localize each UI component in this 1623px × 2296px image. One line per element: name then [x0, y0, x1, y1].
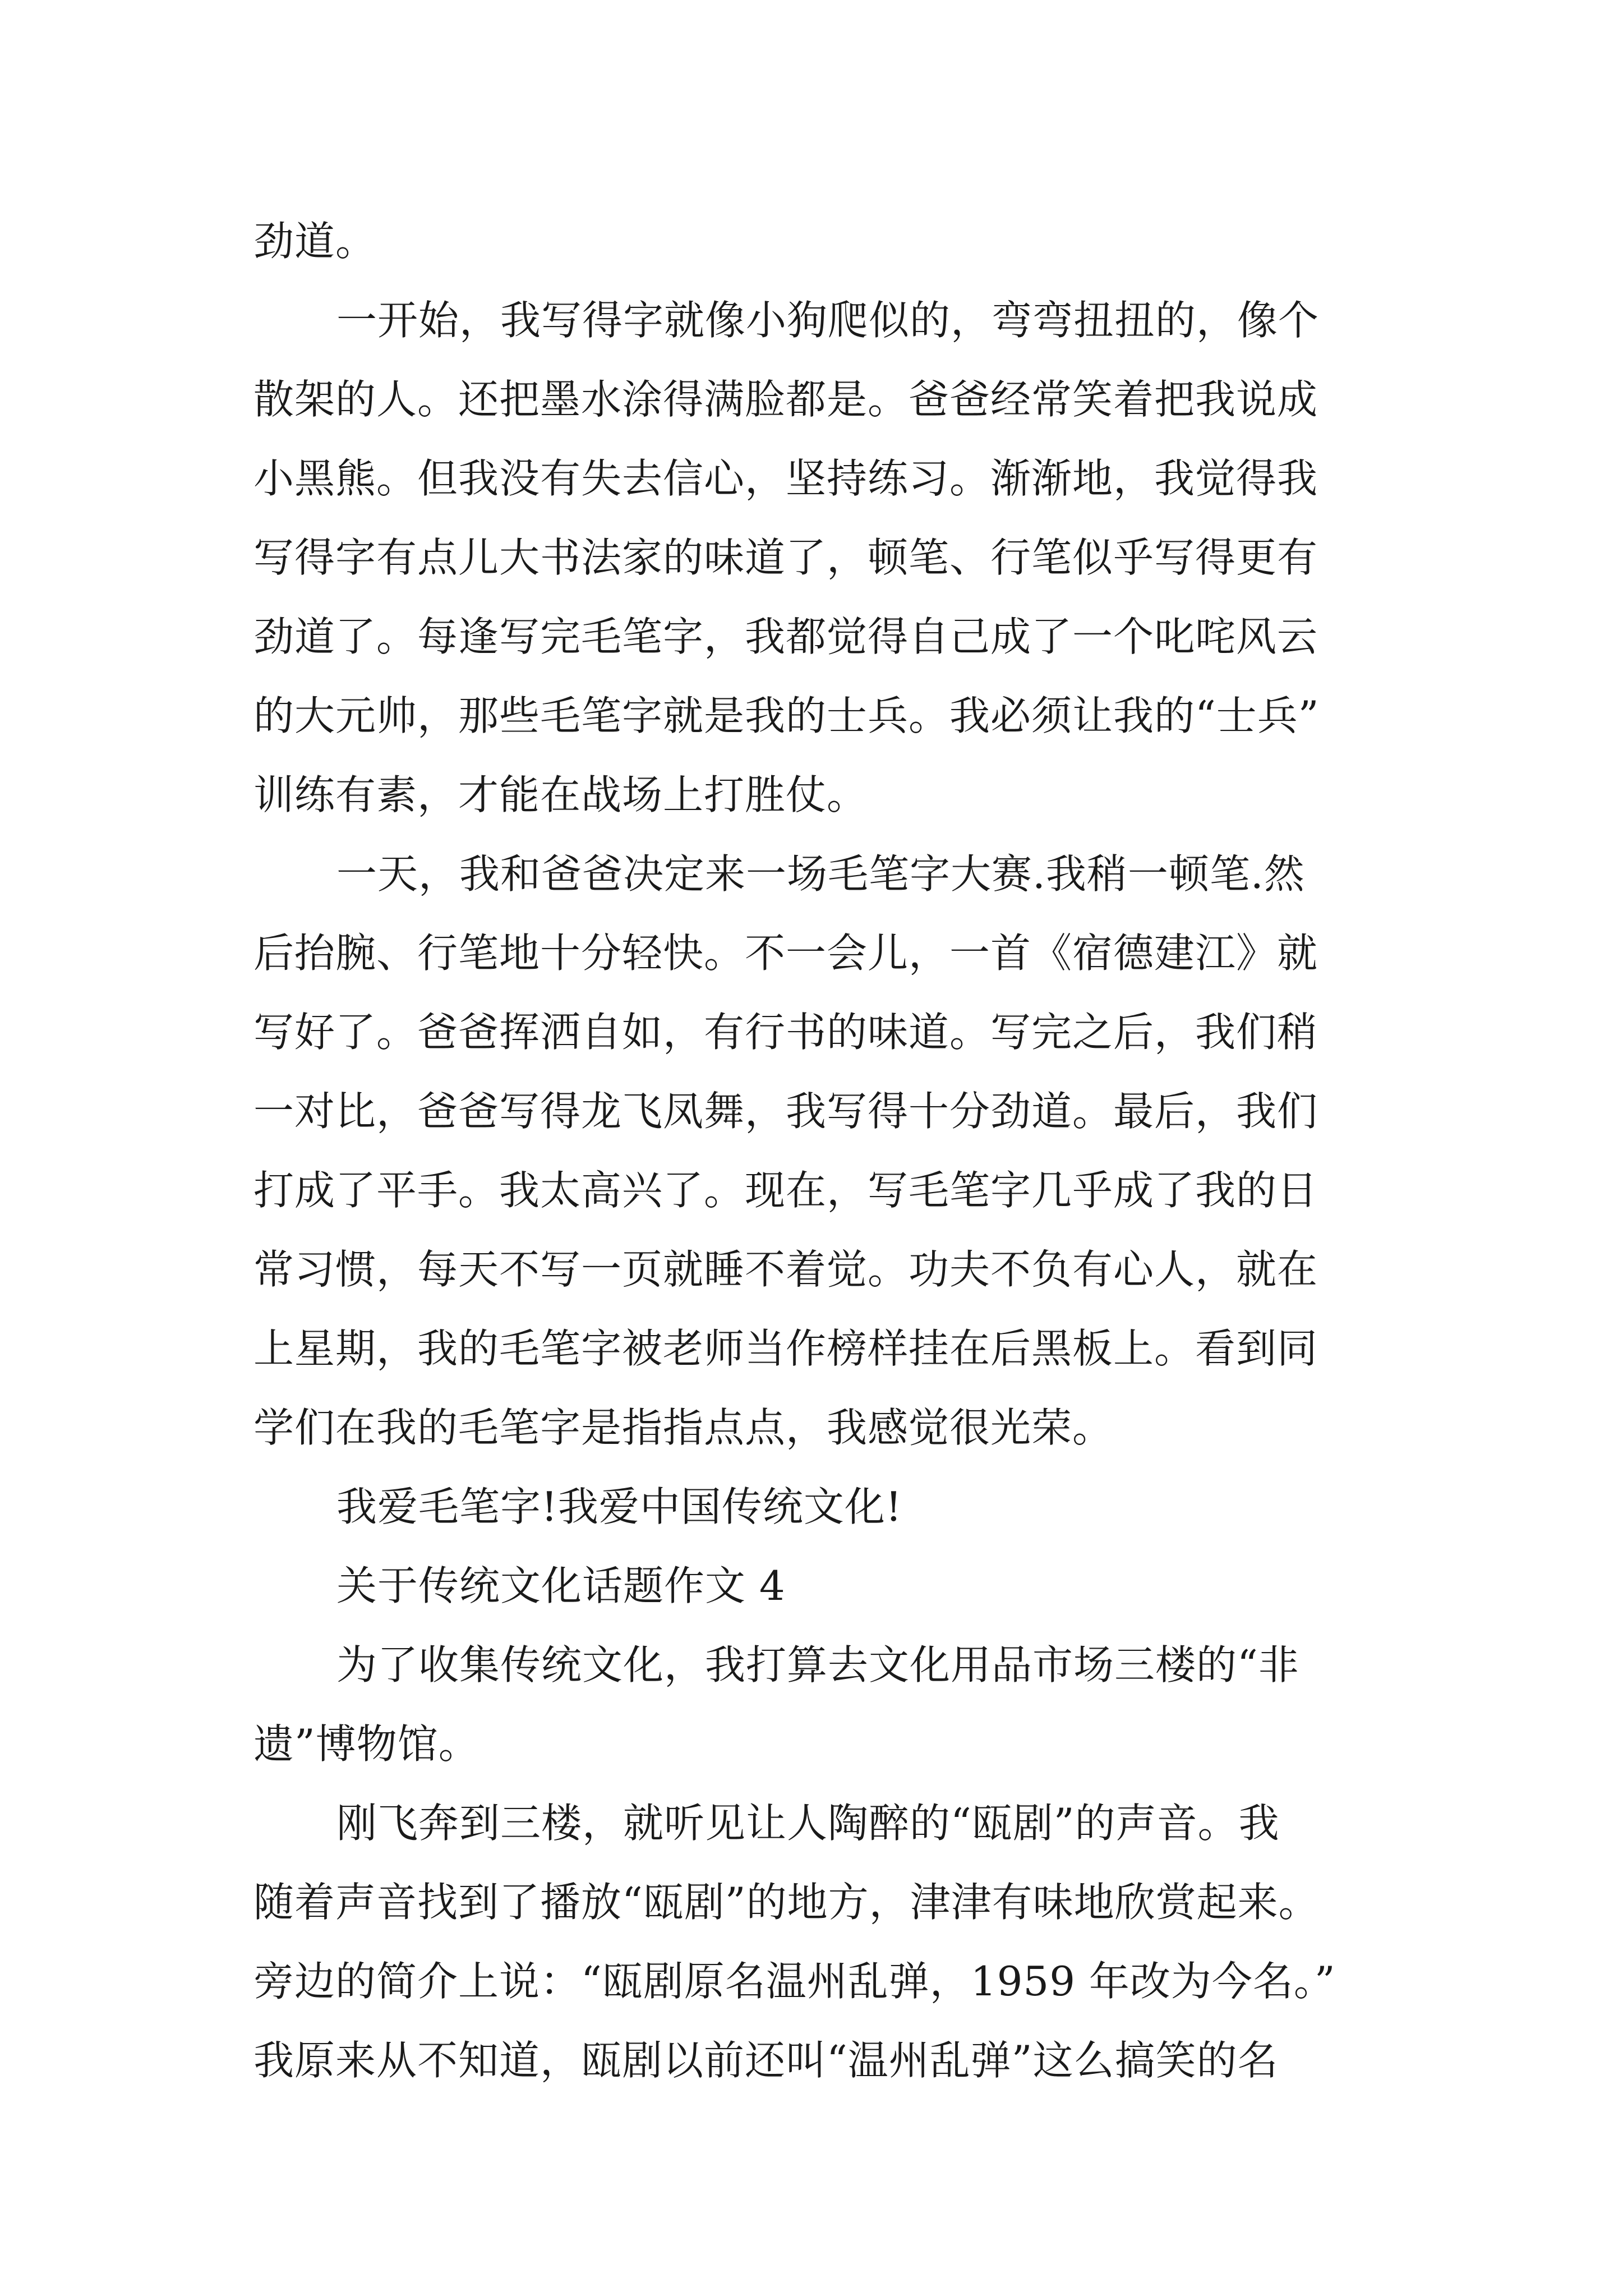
text-line: 随着声音找到了播放“瓯剧”的地方，津津有味地欣赏起来。 [253, 1879, 1320, 1926]
text-line: 训练有素，才能在战场上打胜仗。 [253, 771, 868, 818]
text-line: 一开始，我写得字就像小狗爬似的，弯弯扭扭的，像个 [336, 297, 1320, 344]
text-line: 我爱毛笔字!我爱中国传统文化! [336, 1483, 902, 1530]
text-line: 写得字有点儿大书法家的味道了，顿笔、行笔似乎写得更有 [253, 534, 1318, 581]
text-line: 学们在我的毛笔字是指指点点，我感觉很光荣。 [253, 1404, 1114, 1451]
paragraph-continuation [253, 202, 1370, 281]
text-line: 为了收集传统文化，我打算去文化用品市场三楼的“非 [336, 1641, 1299, 1688]
document-body [253, 202, 1370, 2100]
text-line: 旁边的简介上说：“瓯剧原名温州乱弹，1959 年改为今名。” [253, 1958, 1336, 2005]
text-line: 小黑熊。但我没有失去信心，坚持练习。渐渐地，我觉得我 [253, 455, 1318, 502]
paragraph-practice [253, 281, 1370, 835]
text-line: 关于传统文化话题作文 4 [336, 1562, 786, 1609]
paragraph-exclamation [253, 1467, 1370, 1547]
text-line: 上星期，我的毛笔字被老师当作榜样挂在后黑板上。看到同 [253, 1325, 1318, 1372]
text-line: 我原来从不知道，瓯剧以前还叫“温州乱弹”这么搞笑的名 [253, 2037, 1279, 2084]
paragraph-contest [253, 835, 1370, 1467]
text-line: 刚飞奔到三楼，就听见让人陶醉的“瓯剧”的声音。我 [336, 1800, 1280, 1847]
paragraph-ouju-opera [253, 1784, 1370, 2100]
text-line: 常习惯，每天不写一页就睡不着觉。功夫不负有心人，就在 [253, 1246, 1318, 1293]
text-line: 遗”博物馆。 [253, 1720, 479, 1768]
text-line: 打成了平手。我太高兴了。现在，写毛笔字几乎成了我的日 [253, 1167, 1318, 1214]
text-line: 一天，我和爸爸决定来一场毛笔字大赛.我稍一顿笔.然 [336, 850, 1305, 898]
section-heading [253, 1547, 1370, 1626]
text-line: 劲道。 [253, 218, 377, 265]
text-line: 后抬腕、行笔地十分轻快。不一会儿，一首《宿德建江》就 [253, 930, 1318, 977]
text-line: 劲道了。每逢写完毛笔字，我都觉得自己成了一个叱咤风云 [253, 613, 1318, 660]
text-line: 一对比，爸爸写得龙飞凤舞，我写得十分劲道。最后，我们 [253, 1088, 1318, 1135]
text-line: 的大元帅，那些毛笔字就是我的士兵。我必须让我的“士兵” [253, 692, 1320, 739]
text-line: 散架的人。还把墨水涂得满脸都是。爸爸经常笑着把我说成 [253, 376, 1318, 423]
paragraph-museum-intro [253, 1626, 1370, 1784]
text-line: 写好了。爸爸挥洒自如，有行书的味道。写完之后，我们稍 [253, 1009, 1318, 1056]
